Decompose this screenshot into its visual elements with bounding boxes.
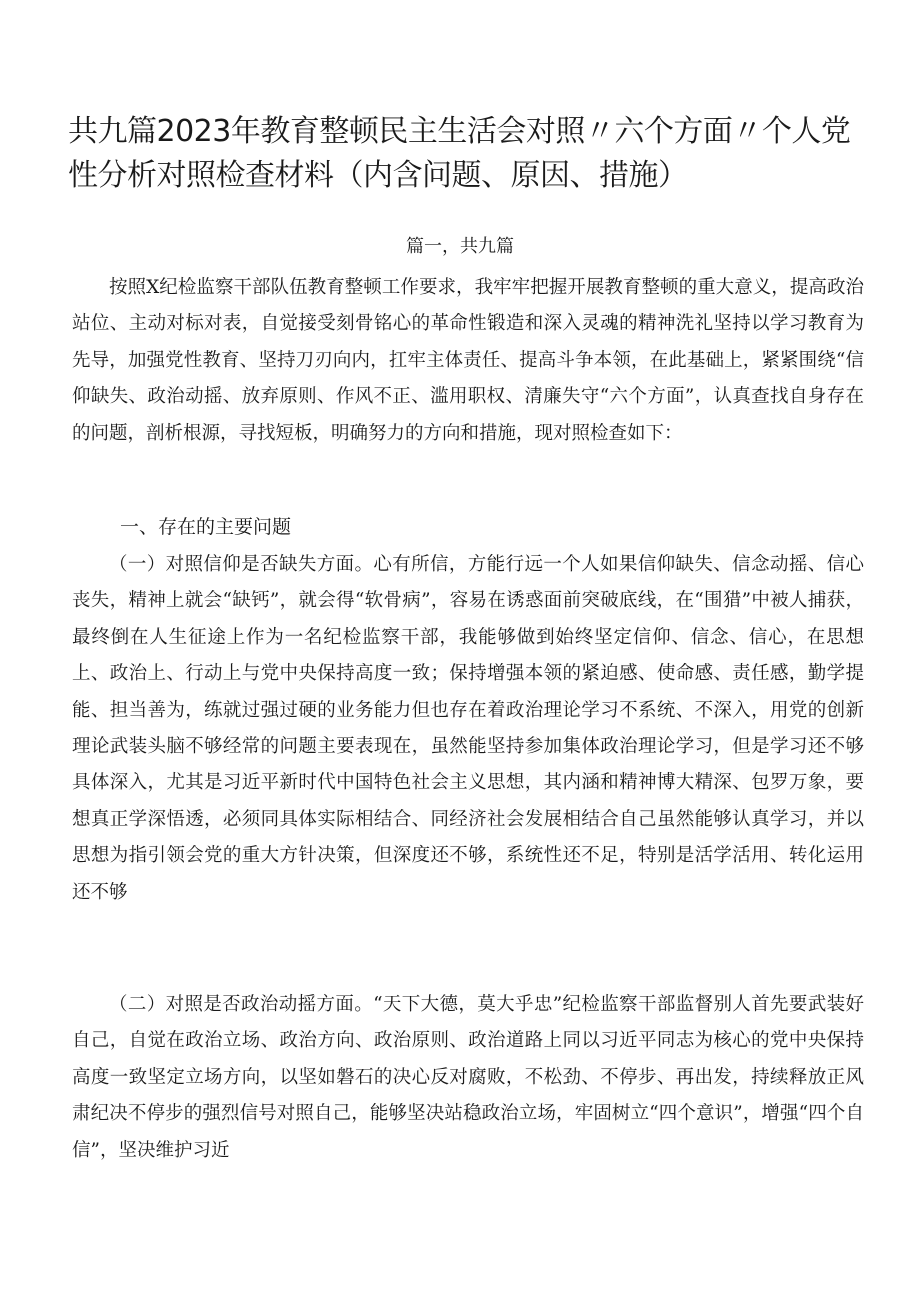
issue-1-paragraph: （一）对照信仰是否缺失方面。心有所信，方能行远一个人如果信仰缺失、信念动摇、信心丧失，精神上就会“缺钙”，就会得“软骨病”，容易在诱惑面前突破底线，在“围猎”中被人捕获，最终倒在人生征途上作为一名纪检监察干部，我能够做到始终坚定信仰、信念、信心，在思想上、政治上、行动上与党中央保持高度一致；保持增强本领的紧迫感、使命感、责任感，勤学提能、担当善为，练就过强过硬的业务能力但也存在着政治理论学习不系统、不深入，用党的创新理论武装头脑不够经常的问题主要表现在，虽然能坚持参加集体政治理论学习，但是学习还不够具体深入，尤其是习近平新时代中国特色社会主义思想，其内涵和精神博大精深、包罗万象，要想真正学深悟透，必须同具体实际相结合、同经济社会发展相结合自己虽然能够认真学习，并以思想为指引领会党的重大方针决策，但深度还不够，系统性还不足，特别是活学活用、转化运用还不够 bbox=[72, 554, 864, 903]
issue-2-paragraph: （二）对照是否政治动摇方面。“天下大德，莫大乎忠”纪检监察干部监督别人首先要武装好自己，自觉在政治立场、政治方向、政治原则、政治道路上同以习近平同志为核心的党中央保持高度一致坚定立场方向，以坚如磐石的决心反对腐败，不松劲、不停步、再出发，持续释放正风肃纪决不停步的强烈信号对照自己，能够坚决站稳政治立场，牢固树立“四个意识”，增强“四个自信”，坚决维护习近 bbox=[72, 994, 864, 1161]
document-title: 共九篇2023年教育整顿民主生活会对照〃六个方面〃个人党性分析对照检查材料（内含问题、原因、措施） bbox=[68, 114, 851, 193]
intro-paragraph: 按照X纪检监察干部队伍教育整顿工作要求，我牢牢把握开展教育整顿的重大意义，提高政治站位、主动对标对表，自觉接受刻骨铭心的革命性锻造和深入灵魂的精神洗礼坚持以学习教育为先导，加强党性教育、坚持刀刃向内，扛牢主体责任、提高斗争本领，在此基础上，紧紧围绕“信仰缺失、政治动摇、放弃原则、作风不正、滥用职权、清廉失守“六个方面”，认真查找自身存在的问题，剖析根源，寻找短板，明确努力的方向和措施，现对照检查如下： bbox=[72, 277, 864, 444]
subheading-main-issues: 一、存在的主要问题 bbox=[120, 516, 292, 538]
section-heading: 篇一，共九篇 bbox=[406, 236, 514, 257]
